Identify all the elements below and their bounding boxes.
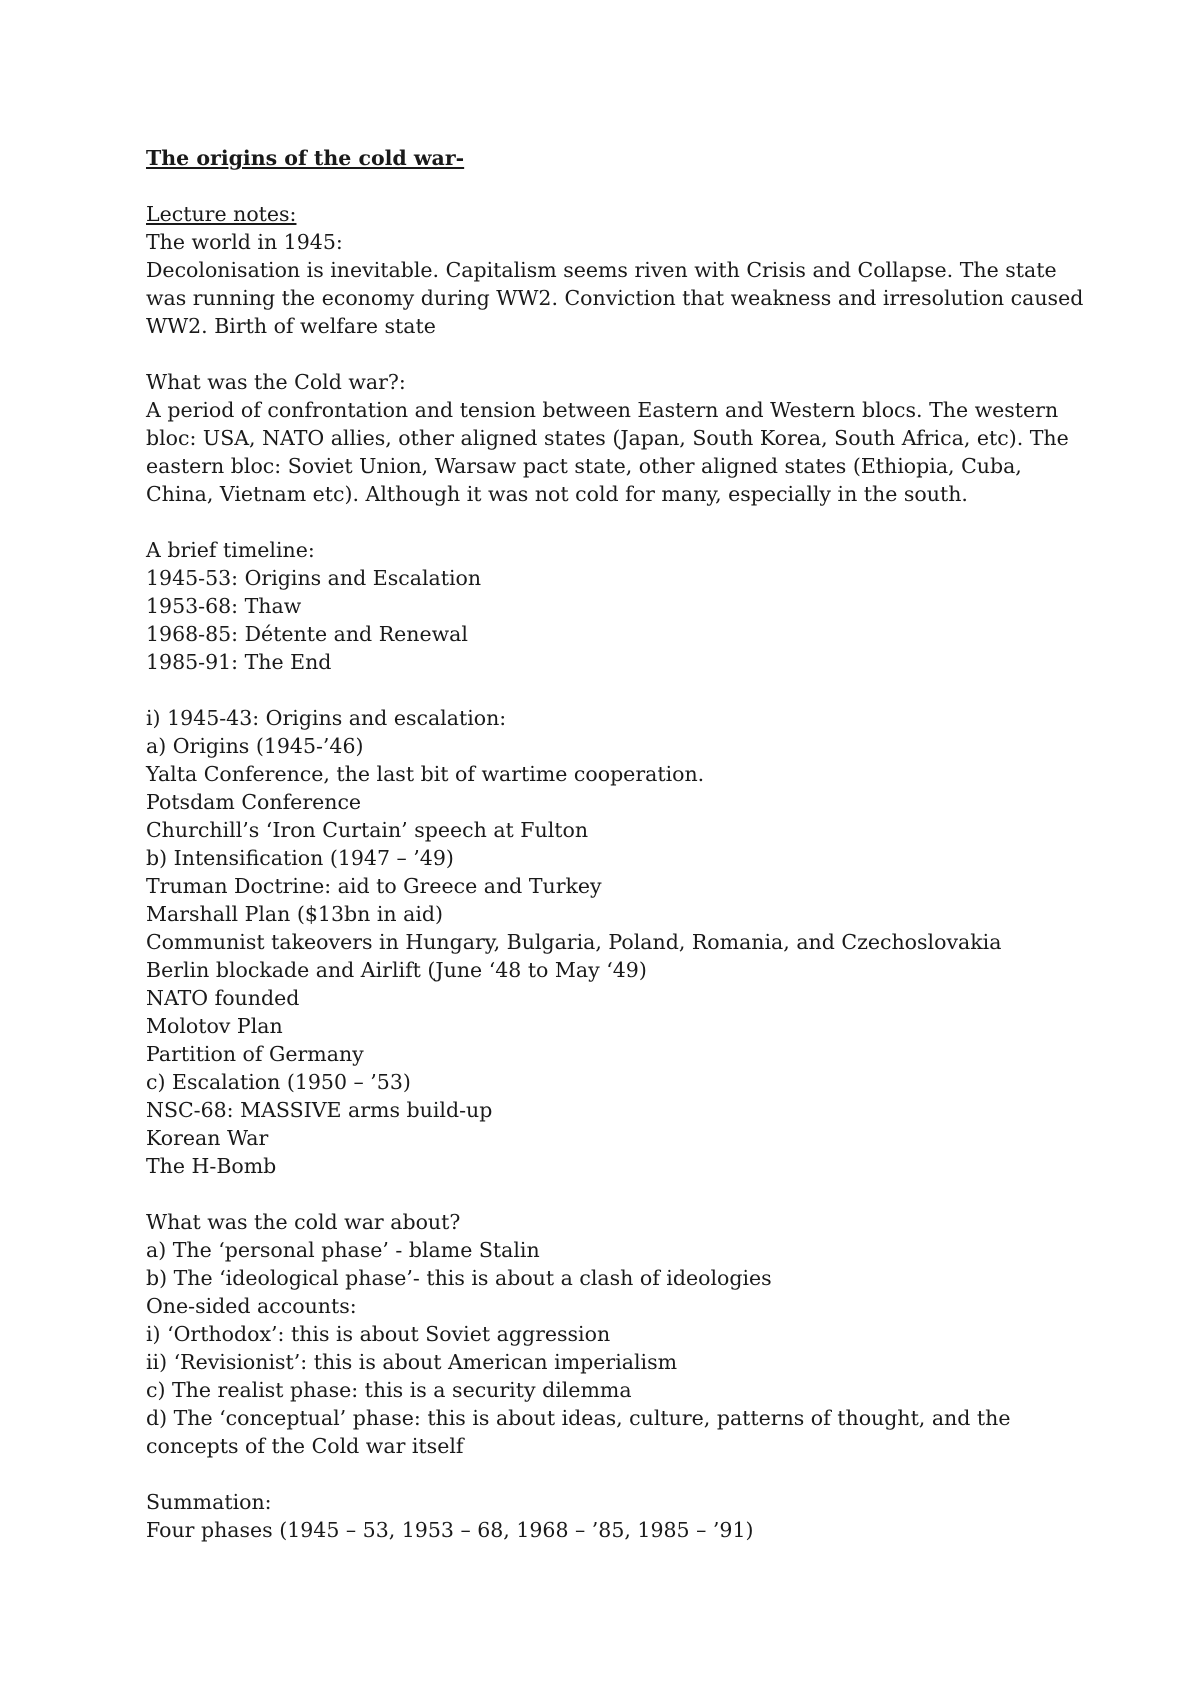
lecture-notes-label: Lecture notes: (146, 202, 297, 226)
phase1-line: Yalta Conference, the last bit of wartime cooperation. (146, 762, 705, 786)
phase1-line: Korean War (146, 1126, 269, 1150)
what-was-text: A period of confrontation and tension between Eastern and Western blocs. The western bloc: USA, NATO allies, other aligned states (Japan, South Korea, South Africa, etc). The eastern bloc: Soviet Union, Warsaw pact state, other aligned states (Ethiopia, Cuba, China, Vietnam etc). Although it was not cold for many, especially in the south. (146, 398, 1069, 506)
timeline-item: 1945-53: Origins and Escalation (146, 566, 482, 590)
about-line: One-sided accounts: (146, 1294, 357, 1318)
timeline-item: 1953-68: Thaw (146, 594, 302, 618)
phase1-line: Communist takeovers in Hungary, Bulgaria, Poland, Romania, and Czechoslovakia (146, 930, 1002, 954)
phase1-line: Partition of Germany (146, 1042, 364, 1066)
phase1-line: Berlin blockade and Airlift (June ‘48 to May ‘49) (146, 958, 647, 982)
document-page (146, 144, 1086, 1544)
phase1-line: Truman Doctrine: aid to Greece and Turkey (146, 874, 602, 898)
document-title: The origins of the cold war- (146, 146, 465, 170)
spacer (146, 1180, 1086, 1208)
spacer (146, 340, 1086, 368)
spacer (146, 676, 1086, 704)
phase1-line: Churchill’s ‘Iron Curtain’ speech at Fulton (146, 818, 589, 842)
phase1-line: b) Intensification (1947 – ’49) (146, 846, 454, 870)
phase1-line: Marshall Plan ($13bn in aid) (146, 902, 444, 926)
timeline-item: 1985-91: The End (146, 650, 332, 674)
phase1-line: NSC-68: MASSIVE arms build-up (146, 1098, 493, 1122)
about-line: ii) ‘Revisionist’: this is about American imperialism (146, 1350, 678, 1374)
about-line: b) The ‘ideological phase’- this is about a clash of ideologies (146, 1266, 772, 1290)
phase1-line: NATO founded (146, 986, 300, 1010)
timeline-heading: A brief timeline: (146, 538, 315, 562)
phase1-line: Potsdam Conference (146, 790, 362, 814)
about-line: c) The realist phase: this is a security dilemma (146, 1378, 632, 1402)
spacer (146, 1460, 1086, 1488)
world-1945-text: Decolonisation is inevitable. Capitalism seems riven with Crisis and Collapse. The state was running the economy during WW2. Conviction that weakness and irresolution caused WW2. Birth of welfare state (146, 258, 1084, 338)
phase1-line: c) Escalation (1950 – ’53) (146, 1070, 411, 1094)
phase1-line: The H-Bomb (146, 1154, 277, 1178)
summation-heading: Summation: (146, 1490, 272, 1514)
summation-text: Four phases (1945 – 53, 1953 – 68, 1968 – ’85, 1985 – ’91) (146, 1518, 754, 1542)
spacer (146, 172, 1086, 200)
phase1-line: a) Origins (1945-’46) (146, 734, 364, 758)
world-1945-heading: The world in 1945: (146, 230, 343, 254)
about-heading: What was the cold war about? (146, 1210, 461, 1234)
about-line: i) ‘Orthodox’: this is about Soviet aggression (146, 1322, 611, 1346)
about-last-line: d) The ‘conceptual’ phase: this is about ideas, culture, patterns of thought, and the concepts of the Cold war itself (146, 1406, 1011, 1458)
timeline-item: 1968-85: Détente and Renewal (146, 622, 468, 646)
phase1-line: Molotov Plan (146, 1014, 283, 1038)
what-was-heading: What was the Cold war?: (146, 370, 406, 394)
phase1-heading: i) 1945-43: Origins and escalation: (146, 706, 507, 730)
about-line: a) The ‘personal phase’ - blame Stalin (146, 1238, 540, 1262)
spacer (146, 508, 1086, 536)
